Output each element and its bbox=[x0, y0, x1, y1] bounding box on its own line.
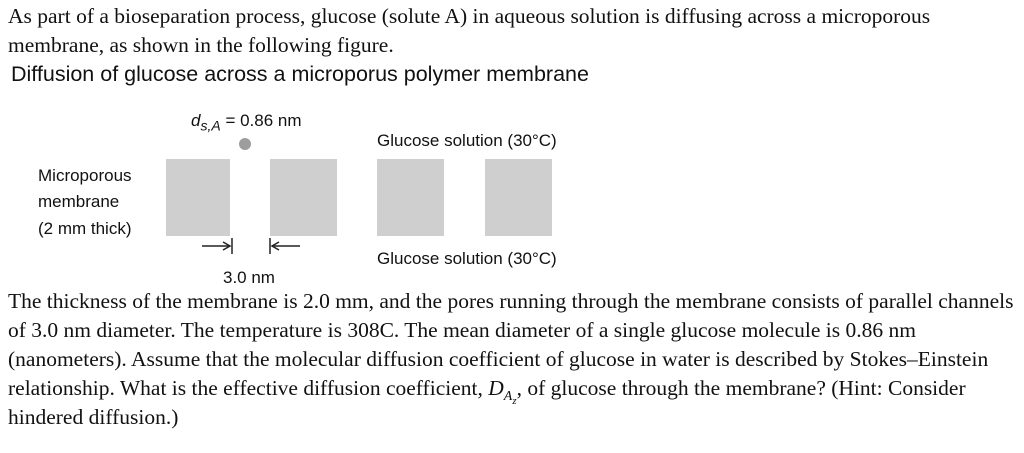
glucose-molecule-icon bbox=[239, 138, 251, 150]
membrane-segment bbox=[377, 159, 444, 236]
bottom-solution-label: Glucose solution (30°C) bbox=[377, 249, 557, 268]
pore-width-arrows bbox=[190, 234, 305, 258]
solute-diameter-value: = 0.86 nm bbox=[225, 111, 302, 130]
membrane-segment bbox=[270, 159, 337, 236]
figure-title: Diffusion of glucose across a microporus polymer membrane bbox=[11, 62, 589, 86]
top-solution-label: Glucose solution (30°C) bbox=[377, 131, 557, 150]
membrane-label-line3: (2 mm thick) bbox=[38, 219, 132, 238]
effective-diffusivity-symbol: D bbox=[488, 376, 504, 400]
membrane-segment bbox=[485, 159, 552, 236]
effective-diffusivity-subscript: A bbox=[503, 389, 513, 405]
membrane-label-line1: Microporous bbox=[38, 166, 132, 185]
effective-diffusivity-subsubscript: z bbox=[512, 395, 517, 408]
problem-question-end: , of glucose through the membrane? (Hint: Consider hindered diffusion.) bbox=[8, 376, 966, 429]
problem-intro: As part of a bioseparation process, glucose (solute A) in aqueous solution is diffusing across a microporous membrane, as shown in the following figure. bbox=[8, 4, 931, 57]
membrane-segment bbox=[166, 159, 230, 236]
membrane-label-line2: membrane bbox=[38, 192, 120, 211]
solute-diameter-symbol: d bbox=[191, 111, 201, 130]
problem-body bbox=[8, 287, 1018, 432]
solute-diameter-label bbox=[191, 111, 302, 134]
solute-diameter-subscript: s,A bbox=[200, 117, 221, 134]
problem-body-text: The thickness of the membrane is 2.0 mm, and the pores running through the membrane consists of parallel channels of 3.0 nm diameter. The temperature is 308C. The mean diameter of a single glucose molecule is 0.86 nm (nanometers). Assume that the molecular diffusion coefficient of glucose in water is described by Stokes–Einstein relationship. What is the effective diffusion coefficient, bbox=[8, 289, 1014, 400]
pore-diameter-label: 3.0 nm bbox=[223, 268, 275, 287]
